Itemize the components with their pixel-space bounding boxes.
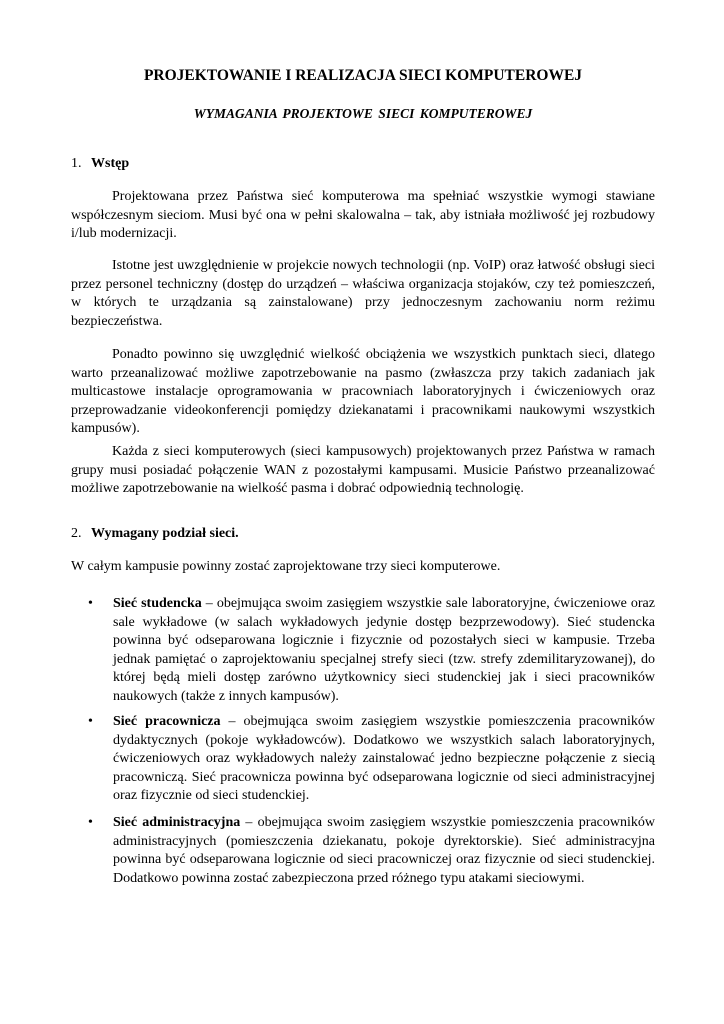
section-2-number: 2.: [71, 526, 82, 541]
section-2-heading: [71, 525, 239, 543]
bullet-marker: •: [88, 714, 93, 729]
list-item-student-network: [113, 595, 655, 707]
section-2-intro: W całym kampusie powinny zostać zaprojektowane trzy sieci komputerowe.: [71, 559, 501, 574]
list-item-admin-network: [113, 814, 655, 888]
section-1-paragraph-2: Istotne jest uwzględnienie w projekcie nowych technologii (np. VoIP) oraz łatwość obsługi sieci przez personel techniczny (dostęp do urządzeń – właściwa organizacja stojaków, czy też pomieszczeń, w których te urządzania są zainstalowane) przy jednoczesnym zachowaniu norm reżimu bezpieczeństwa.: [71, 258, 655, 329]
section-1-number: 1.: [71, 156, 82, 171]
section-1-paragraph-4: Każda z sieci komputerowych (sieci kampusowych) projektowanych przez Państwa w ramach grupy musi posiadać połączenie WAN z pozostałymi kampusami. Musicie Państwo przeanalizować możliwe zapotrzebowanie na wielkość pasma i dobrać odpowiednią technologię.: [71, 444, 655, 497]
list-item-description: – obejmująca swoim zasięgiem wszystkie sale laboratoryjne, ćwiczeniowe oraz sale wykładowe (w salach wykładowych jedynie dostęp bezprzewodowy). Sieć studencka powinna być odseparowana logicznie i fizycznie od pozostałych sieci w kampusie. Trzeba jednak pamiętać o zaprojektowaniu specjalnej strefy sieci (tzw. strefy zdemilitaryzowanej), do której będą mieli dostęp zarówno użytkownicy sieci studenckiej jak i sieci pracowników naukowych (także z innych kampusów).: [113, 596, 655, 704]
section-1-heading: [71, 155, 129, 173]
document-subtitle: WYMAGANIA PROJEKTOWE SIECI KOMPUTEROWEJ: [193, 106, 533, 121]
list-item-term: Sieć studencka: [113, 596, 202, 611]
section-1-title: Wstęp: [91, 156, 130, 171]
section-1-paragraph-1: Projektowana przez Państwa sieć komputerowa ma spełniać wszystkie wymogi stawiane współczesnym sieciom. Musi być ona w pełni skalowalna – tak, aby istniała możliwość jej rozbudowy i/lub modernizacji.: [71, 189, 655, 242]
list-item-term: Sieć administracyjna: [113, 815, 241, 830]
section-2-title: Wymagany podział sieci.: [91, 526, 239, 541]
bullet-marker: •: [88, 596, 93, 611]
list-item-term: Sieć pracownicza: [113, 714, 221, 729]
list-item-description: – obejmująca swoim zasięgiem wszystkie pomieszczenia pracowników administracyjnych (pomieszczenia dziekanatu, pokoje dyrektorskie). Sieć administracyjna powinna być odseparowana logicznie od sieci pracowniczej oraz fizycznie od sieci studenckiej. Dodatkowo powinna zostać zabezpieczona przed różnego typu atakami sieciowymi.: [113, 815, 655, 886]
section-1-paragraph-3: Ponadto powinno się uwzględnić wielkość obciążenia we wszystkich punktach sieci, dlatego warto przeanalizować możliwe zapotrzebowanie na pasmo (zwłaszcza przy takich zadaniach jak multicastowe instalacje oprogramowania w pracowniach laboratoryjnych i ćwiczeniowych oraz przeprowadzanie videokonferencji pomiędzy dziekanatami i pracownikami naukowymi wszystkich kampusów).: [71, 347, 655, 437]
list-item-staff-network: [113, 713, 655, 806]
list-item-description: – obejmująca swoim zasięgiem wszystkie pomieszczenia pracowników dydaktycznych (pokoje wykładowców). Dodatkowo we wszystkich salach laboratoryjnych, ćwiczeniowych oraz wykładowych należy zainstalować jedno bezpieczne połączenie z siecią pracowniczą. Sieć pracownicza powinna być odseparowana logicznie od sieci administracyjnej oraz fizycznie od sieci studenckiej.: [113, 714, 656, 804]
bullet-marker: •: [88, 815, 93, 830]
document-title: PROJEKTOWANIE I REALIZACJA SIECI KOMPUTEROWEJ: [143, 67, 583, 84]
